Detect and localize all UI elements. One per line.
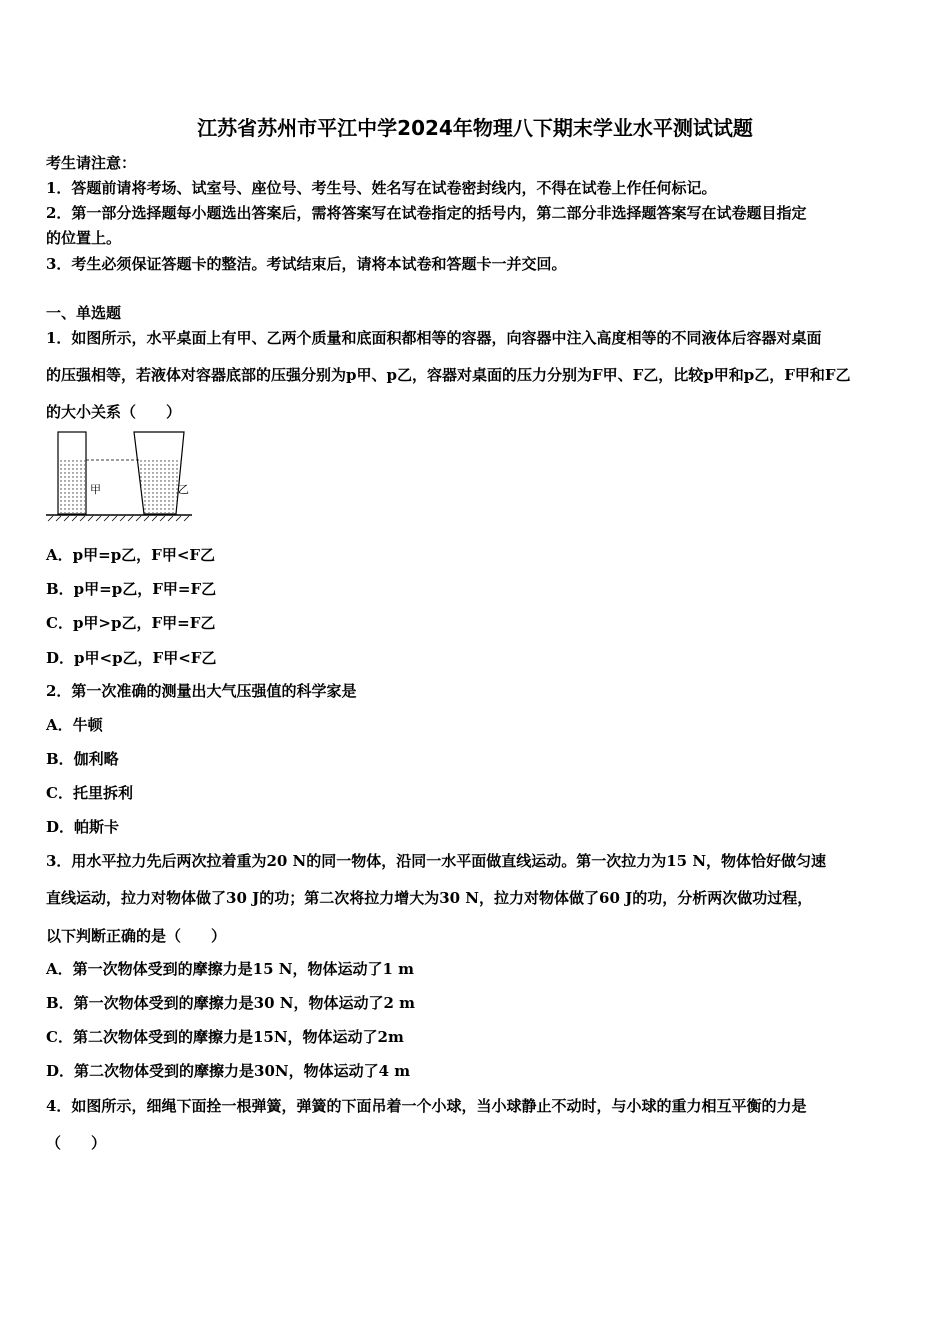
q1-container-figure bbox=[44, 428, 194, 523]
liquid-jia bbox=[59, 460, 85, 513]
notice-item-2-cont: 的位置上。 bbox=[46, 229, 122, 247]
q3-stem-line1: 3．用水平拉力先后两次拉着重为20 N的同一物体，沿同一水平面做直线运动。第一次拉力为15 N，物体恰好做匀速 bbox=[46, 852, 827, 870]
notice-item-1: 1．答题前请将考场、试室号、座位号、考生号、姓名写在试卷密封线内，不得在试卷上作任何标记。 bbox=[46, 179, 717, 197]
notice-item-3: 3．考生必须保证答题卡的整洁。考试结束后，请将本试卷和答题卡一并交回。 bbox=[46, 255, 567, 273]
q1-option-c: C．p甲>p乙，F甲=F乙 bbox=[46, 614, 216, 632]
q3-stem-line2: 直线运动，拉力对物体做了30 J的功；第二次将拉力增大为30 N，拉力对物体做了60 J的功，分析两次做功过程， bbox=[46, 889, 813, 907]
q2-option-c: C．托里拆利 bbox=[46, 784, 133, 802]
q1-stem-line3: 的大小关系（ ） bbox=[46, 403, 182, 421]
q1-option-b: B．p甲=p乙，F甲=F乙 bbox=[46, 580, 217, 598]
table-hatch bbox=[48, 516, 189, 521]
label-yi: 乙 bbox=[178, 483, 189, 496]
section-heading: 一、单选题 bbox=[46, 304, 122, 322]
notice-heading: 考生请注意： bbox=[46, 154, 137, 172]
q4-stem-line2: （ ） bbox=[46, 1134, 107, 1152]
q3-option-a: A．第一次物体受到的摩擦力是15 N，物体运动了1 m bbox=[46, 960, 414, 978]
q2-option-a: A．牛顿 bbox=[46, 716, 103, 734]
liquid-yi bbox=[137, 460, 181, 513]
label-jia: 甲 bbox=[90, 483, 101, 496]
q1-stem-line1: 1．如图所示，水平桌面上有甲、乙两个质量和底面积都相等的容器，向容器中注入高度相等的不同液体后容器对桌面 bbox=[46, 329, 822, 347]
q3-option-c: C．第二次物体受到的摩擦力是15N，物体运动了2m bbox=[46, 1028, 404, 1046]
notice-item-2: 2．第一部分选择题每小题选出答案后，需将答案写在试卷指定的括号内，第二部分非选择题答案写在试卷题目指定 bbox=[46, 204, 807, 222]
q1-stem-line2: 的压强相等，若液体对容器底部的压强分别为p甲、p乙，容器对桌面的压力分别为F甲、F乙，比较p甲和p乙，F甲和F乙 bbox=[46, 366, 851, 384]
q3-option-b: B．第一次物体受到的摩擦力是30 N，物体运动了2 m bbox=[46, 994, 416, 1012]
q1-option-a: A．p甲=p乙，F甲<F乙 bbox=[46, 546, 216, 564]
q2-option-b: B．伽利略 bbox=[46, 750, 119, 768]
q4-stem-line1: 4．如图所示，细绳下面拴一根弹簧，弹簧的下面吊着一个小球，当小球静止不动时，与小球的重力相互平衡的力是 bbox=[46, 1097, 807, 1115]
q3-stem-line3: 以下判断正确的是（ ） bbox=[46, 927, 227, 945]
q2-stem: 2．第一次准确的测量出大气压强值的科学家是 bbox=[46, 682, 357, 700]
q3-option-d: D．第二次物体受到的摩擦力是30N，物体运动了4 m bbox=[46, 1062, 411, 1080]
exam-title: 江苏省苏州市平江中学2024年物理八下期末学业水平测试试题 bbox=[197, 116, 753, 140]
q2-option-d: D．帕斯卡 bbox=[46, 818, 120, 836]
q1-option-d: D．p甲<p乙，F甲<F乙 bbox=[46, 649, 217, 667]
